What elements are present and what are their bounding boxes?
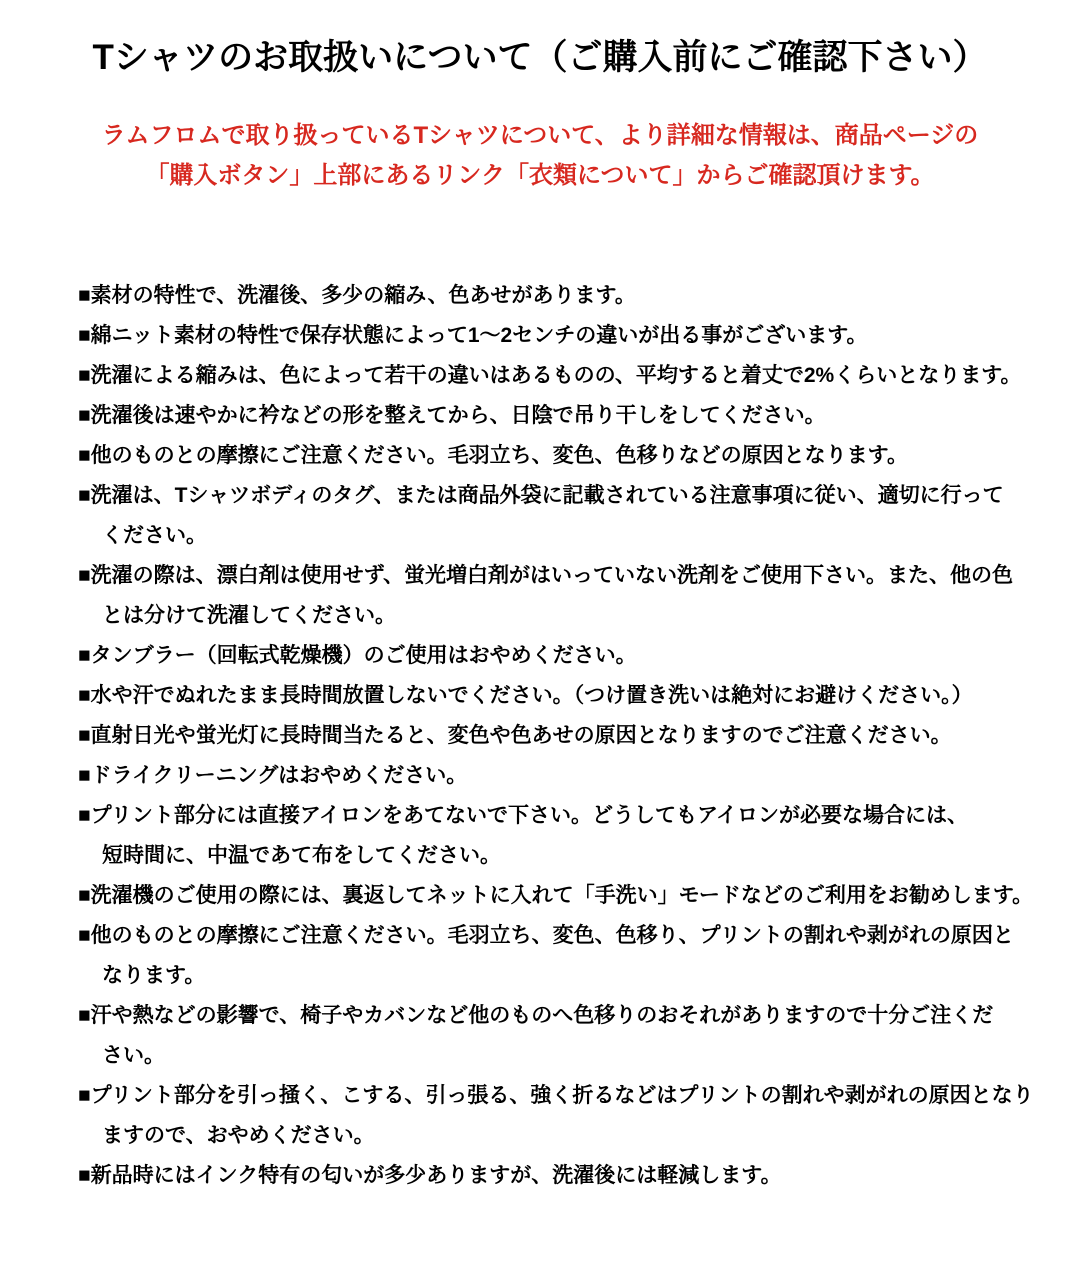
note-item: [78, 676, 1028, 716]
note-item: [78, 876, 1034, 916]
note-item: [78, 276, 1028, 316]
note-line: ■洗濯後は速やかに衿などの形を整えてから、日陰で吊り干しをしてください。: [78, 404, 826, 427]
note-line-continuation: さい。: [102, 1044, 165, 1067]
note-item: [78, 796, 1028, 876]
note-line-continuation: とは分けて洗濯してください。: [102, 604, 396, 627]
intro-line-1: ラムフロムで取り扱っているTシャツについて、より詳細な情報は、商品ページの: [101, 122, 979, 149]
note-line: ■新品時にはインク特有の匂いが多少ありますが、洗濯後には軽減します。: [78, 1164, 782, 1187]
intro-notice: [0, 116, 1080, 196]
note-line: ■洗濯の際は、漂白剤は使用せず、蛍光増白剤がはいっていない洗剤をご使用下さい。また、他の色: [78, 564, 1013, 587]
note-item: [78, 316, 1028, 356]
note-line: ■洗濯は、Tシャツボディのタグ、または商品外袋に記載されている注意事項に従い、適切に行って: [78, 484, 1004, 507]
note-line: ■水や汗でぬれたまま長時間放置しないでください。（つけ置き洗いは絶対にお避けください。）: [78, 684, 973, 707]
page-title: Tシャツのお取扱いについて（ご購入前にご確認下さい）: [92, 38, 988, 77]
note-line: ■他のものとの摩擦にご注意ください。毛羽立ち、変色、色移りなどの原因となります。: [78, 444, 909, 467]
note-line: ■綿ニット素材の特性で保存状態によって1～2センチの違いが出る事がございます。: [78, 324, 868, 347]
note-item: [78, 756, 1028, 796]
note-item: [78, 636, 1028, 676]
note-item: [78, 436, 1028, 476]
note-line-continuation: なります。: [102, 964, 206, 987]
intro-line-2: 「購入ボタン」上部にあるリンク「衣類について」からご確認頂けます。: [145, 162, 935, 189]
note-line: ■汗や熱などの影響で、椅子やカバンなど他のものへ色移りのおそれがありますので十分ご注くだ: [78, 1004, 994, 1027]
note-item: [78, 716, 1028, 756]
note-line-continuation: ください。: [102, 524, 207, 547]
note-line: ■プリント部分には直接アイロンをあてないで下さい。どうしてもアイロンが必要な場合には、: [78, 804, 969, 827]
note-line: ■洗濯機のご使用の際には、裏返してネットに入れて「手洗い」モードなどのご利用をお勧めします。: [78, 884, 1034, 907]
note-line: ■ドライクリーニングはおやめください。: [78, 764, 468, 787]
note-line: ■直射日光や蛍光灯に長時間当たると、変色や色あせの原因となりますのでご注意ください。: [78, 724, 952, 747]
note-item: [78, 556, 1028, 636]
note-line-continuation: 短時間に、中温であて布をしてください。: [102, 844, 501, 867]
note-line: ■プリント部分を引っ掻く、こする、引っ張る、強く折るなどはプリントの割れや剥がれの原因となり: [78, 1084, 1034, 1107]
note-item: [78, 1076, 1034, 1156]
note-item: [78, 356, 1028, 396]
note-item: [78, 396, 1028, 436]
note-line: ■タンブラー（回転式乾燥機）のご使用はおやめください。: [78, 644, 637, 667]
notes-list: [78, 276, 1034, 1196]
note-item: [78, 1156, 1028, 1196]
note-line: ■洗濯による縮みは、色によって若干の違いはあるものの、平均すると着丈で2%くらいとなります。: [78, 364, 1022, 387]
note-line-continuation: ますので、おやめください。: [102, 1124, 375, 1147]
note-line: ■他のものとの摩擦にご注意ください。毛羽立ち、変色、色移り、プリントの割れや剥がれの原因と: [78, 924, 1014, 947]
note-line: ■素材の特性で、洗濯後、多少の縮み、色あせがあります。: [78, 284, 636, 307]
note-item: [78, 916, 1028, 996]
note-item: [78, 476, 1028, 556]
note-item: [78, 996, 1028, 1076]
